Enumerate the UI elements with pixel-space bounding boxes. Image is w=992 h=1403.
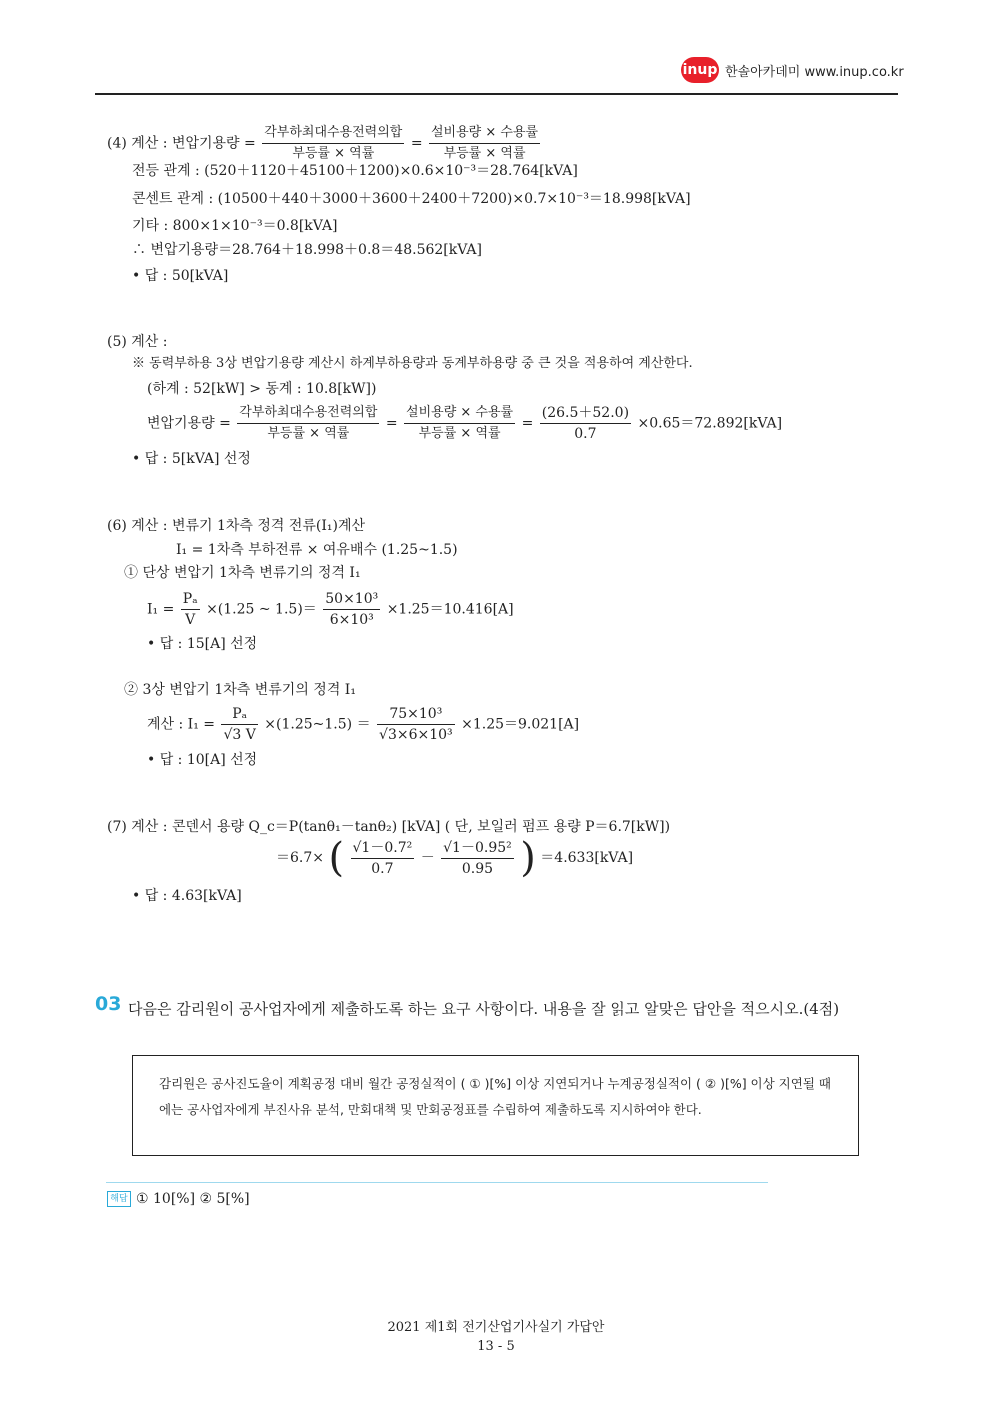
s5-eq1: = xyxy=(385,415,398,432)
s5-f2-num: 설비용량 × 수용률 xyxy=(404,404,515,424)
question-text: 다음은 감리원이 공사업자에게 제출하도록 하는 요구 사항이다. 내용을 잘 읽고 알맞은 답안을 적으시오.(4점) xyxy=(128,1000,840,1018)
s7-minus: － xyxy=(420,850,435,866)
s6-part-2: ② 3상 변압기 1차측 변류기의 정격 I₁ xyxy=(124,682,356,698)
s7-f2-den: 0.95 xyxy=(461,860,494,877)
s6-p2-f1-den: √3 V xyxy=(223,727,256,743)
s5-fraction-3 xyxy=(540,404,631,443)
s6-p1-formula xyxy=(147,590,514,629)
s6-p1-fraction-2 xyxy=(323,590,380,629)
answer-tag: 해답 xyxy=(107,1191,131,1207)
s5-eq2: = xyxy=(521,415,534,432)
s5-fraction-1 xyxy=(237,404,379,443)
s4-label: (4) 계산 : xyxy=(107,135,172,152)
s5-f1-num: 각부하최대수용전력의합 xyxy=(237,404,379,424)
s7-f1-den: 0.7 xyxy=(371,860,394,877)
s4-line-1: 전등 관계 : (520＋1120＋45100＋1200)×0.6×10⁻³＝28.764[kVA] xyxy=(132,163,578,179)
footer-title: 2021 제1회 전기산업기사실기 가답안 xyxy=(387,1320,605,1335)
s6-p2-answer: • 답 : 10[A] 선정 xyxy=(147,752,258,768)
s4-f2-num: 설비용량 × 수용률 xyxy=(429,124,540,144)
s4-eq: = xyxy=(410,135,423,152)
s6-p2-tail: ×1.25＝9.021[A] xyxy=(461,716,580,733)
s4-answer: • 답 : 50[kVA] xyxy=(132,268,229,284)
s7-fraction-1 xyxy=(351,839,415,878)
s6-p2-mid: ×(1.25~1.5) ＝ xyxy=(264,716,371,733)
s5-f1-den: 부등률 × 역률 xyxy=(267,426,350,441)
header-divider xyxy=(95,93,898,95)
s6-part-1: ① 단상 변압기 1차측 변류기의 정격 I₁ xyxy=(124,565,361,581)
s4-line-3: 기타 : 800×1×10⁻³＝0.8[kVA] xyxy=(132,218,338,234)
s5-formula-line xyxy=(147,404,782,443)
s6-p1-fraction-1 xyxy=(181,590,200,629)
s4-formula-line xyxy=(107,124,542,163)
footer-page: 13 - 5 xyxy=(477,1339,515,1354)
brand-text: 한솔아카데미 www.inup.co.kr xyxy=(725,65,904,80)
s5-f3-den: 0.7 xyxy=(574,426,597,442)
s6-p1-f2-den: 6×10³ xyxy=(329,612,374,628)
s7-right-paren: ) xyxy=(520,835,536,881)
s6-p1-mid: ×(1.25 ~ 1.5)＝ xyxy=(206,601,317,618)
s4-f2-den: 부등률 × 역률 xyxy=(443,146,526,161)
question-number: 03 xyxy=(95,993,122,1015)
s7-fraction-2 xyxy=(441,839,514,878)
question-box: 감리원은 공사진도율이 계획공정 대비 월간 공정실적이 ( ① )[%] 이상 지연되거나 누계공정실적이 ( ② )[%] 이상 지연될 때에는 공사업자에게 부진사유 분석, 만회대책 및 만회공정표를 수립하여 제출하도록 지시하여야 한다. xyxy=(132,1055,859,1156)
s5-answer: • 답 : 5[kVA] 선정 xyxy=(132,451,251,467)
s5-f3-num: (26.5＋52.0) xyxy=(540,404,631,424)
s7-label: (7) 계산 : 콘덴서 용량 Q_c＝P(tanθ₁－tanθ₂) [kVA] ( 단, 보일러 펌프 용량 P＝6.7[kW]) xyxy=(107,819,671,835)
answer-text: ① 10[%] ② 5[%] xyxy=(136,1191,250,1207)
s6-p2-lhs: 계산 : I₁ = xyxy=(147,716,215,733)
s6-p2-fraction-2 xyxy=(377,705,455,744)
s6-p1-f1-num: Pₐ xyxy=(181,590,200,610)
s6-p2-f1-num: Pₐ xyxy=(221,705,257,725)
s6-p2-fraction-1 xyxy=(221,705,257,744)
s4-f1-den: 부등률 × 역률 xyxy=(292,146,375,161)
answer-divider xyxy=(106,1182,768,1183)
s5-note-2: (하계 : 52[kW] > 동계 : 10.8[kW]) xyxy=(147,381,377,397)
s7-tail: ＝4.633[kVA] xyxy=(540,850,634,866)
s4-line-4: ∴ 변압기용량＝28.764＋18.998＋0.8＝48.562[kVA] xyxy=(132,242,482,258)
s4-lhs: 변압기용량 = xyxy=(171,135,256,152)
s7-left-paren: ( xyxy=(328,835,345,881)
s5-note: ※ 동력부하용 3상 변압기용량 계산시 하계부하용량과 동계부하용량 중 큰 것을 적용하여 계산한다. xyxy=(132,356,693,371)
s7-pre: ＝6.7× xyxy=(276,850,324,866)
s4-fraction-1 xyxy=(262,124,404,163)
s6-label: (6) 계산 : 변류기 1차측 정격 전류(I₁)계산 xyxy=(107,518,366,534)
s7-f2-num: √1－0.95² xyxy=(441,839,514,859)
s6-p1-lhs: I₁ = xyxy=(147,601,175,618)
s7-answer: • 답 : 4.63[kVA] xyxy=(132,888,242,904)
s6-p2-f2-num: 75×10³ xyxy=(377,705,455,725)
s4-f1-num: 각부하최대수용전력의합 xyxy=(262,124,404,144)
s6-p1-f2-num: 50×10³ xyxy=(323,590,380,610)
s5-fraction-2 xyxy=(404,404,515,443)
s5-lhs: 변압기용량 = xyxy=(147,415,231,432)
s5-tail: ×0.65＝72.892[kVA] xyxy=(637,415,783,432)
s6-p2-f2-den: √3×6×10³ xyxy=(379,727,453,743)
s6-p1-tail: ×1.25＝10.416[A] xyxy=(386,601,514,618)
s6-p1-answer: • 답 : 15[A] 선정 xyxy=(147,636,258,652)
s4-line-2: 콘센트 관계 : (10500＋440＋3000＋3600＋2400＋7200)×0.7×10⁻³＝18.998[kVA] xyxy=(132,191,691,207)
inup-logo: inup xyxy=(681,57,719,83)
s6-p2-formula xyxy=(147,705,579,744)
s7-formula-line-2 xyxy=(276,835,634,881)
s6-line-1: I₁ = 1차측 부하전류 × 여유배수 (1.25~1.5) xyxy=(176,542,458,558)
s5-f2-den: 부등률 × 역률 xyxy=(418,426,501,441)
s6-p1-f1-den: V xyxy=(185,612,196,628)
s7-f1-num: √1－0.7² xyxy=(351,839,415,859)
s4-fraction-2 xyxy=(429,124,540,163)
s5-label: (5) 계산 : xyxy=(107,334,168,350)
